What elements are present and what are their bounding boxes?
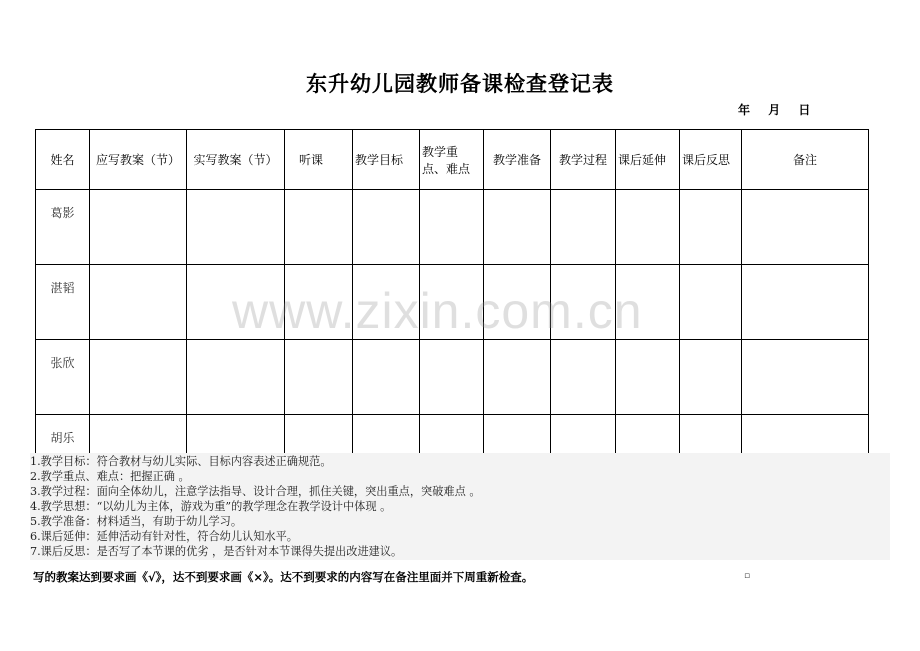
header-required-plans: 应写教案（节） bbox=[90, 130, 187, 190]
note-line: 3.教学过程：面向全体幼儿，注意学法指导、设计合理，抓住关键，突出重点，突破难点 。 bbox=[30, 485, 481, 498]
note-line: 2.教学重点、难点：把握正确 。 bbox=[30, 470, 190, 483]
cell-observation[interactable] bbox=[285, 340, 353, 415]
lesson-check-table bbox=[35, 129, 869, 490]
cell-reflection[interactable] bbox=[680, 340, 742, 415]
cell-remarks[interactable] bbox=[742, 265, 869, 340]
cell-remarks[interactable] bbox=[742, 340, 869, 415]
cell-process[interactable] bbox=[551, 190, 616, 265]
header-row bbox=[36, 130, 869, 190]
watermark: www.zixin.com.cn bbox=[232, 283, 643, 339]
month-label: 月 bbox=[768, 103, 781, 117]
teacher-name: 胡乐 bbox=[36, 415, 90, 490]
cell-remarks[interactable] bbox=[742, 190, 869, 265]
cell-key-points[interactable] bbox=[420, 190, 484, 265]
cell-required[interactable] bbox=[90, 190, 187, 265]
table-row bbox=[36, 265, 869, 340]
cell-key-points[interactable] bbox=[420, 265, 484, 340]
note-line: 1.教学目标：符合教材与幼儿实际、目标内容表述正确规范。 bbox=[30, 455, 332, 468]
header-name: 姓名 bbox=[36, 130, 90, 190]
note-line: 4.教学思想：“以幼儿为主体，游戏为重”的教学理念在教学设计中体现 。 bbox=[30, 500, 392, 513]
date-line bbox=[738, 101, 824, 118]
header-extension: 课后延伸 bbox=[616, 130, 680, 190]
year-label: 年 bbox=[738, 103, 751, 117]
cell-observation[interactable] bbox=[285, 190, 353, 265]
header-reflection: 课后反思 bbox=[680, 130, 742, 190]
cell-goals[interactable] bbox=[353, 340, 420, 415]
note-line: 6.课后延伸：延伸活动有针对性，符合幼儿认知水平。 bbox=[30, 530, 298, 543]
cell-observation[interactable] bbox=[285, 265, 353, 340]
table-row bbox=[36, 190, 869, 265]
cell-preparation[interactable] bbox=[484, 190, 551, 265]
header-remarks: 备注 bbox=[742, 130, 869, 190]
cell-key-points[interactable] bbox=[420, 340, 484, 415]
cell-preparation[interactable] bbox=[484, 340, 551, 415]
cell-process[interactable] bbox=[551, 340, 616, 415]
header-process: 教学过程 bbox=[551, 130, 616, 190]
cell-reflection[interactable] bbox=[680, 190, 742, 265]
cell-required[interactable] bbox=[90, 340, 187, 415]
header-preparation: 教学准备 bbox=[484, 130, 551, 190]
footer-instruction: 写的教案达到要求画《√》，达不到要求画《×》。达不到要求的内容写在备注里面并下周重新检查。 bbox=[33, 570, 534, 584]
cell-process[interactable] bbox=[551, 265, 616, 340]
cell-actual[interactable] bbox=[187, 265, 285, 340]
table-row bbox=[36, 340, 869, 415]
header-key-points: 教学重点、难点 bbox=[420, 130, 484, 190]
page-title: 东升幼儿园教师备课检查登记表 bbox=[306, 72, 614, 96]
header-actual-plans: 实写教案（节） bbox=[187, 130, 285, 190]
cell-extension[interactable] bbox=[616, 190, 680, 265]
cell-actual[interactable] bbox=[187, 190, 285, 265]
note-line: 5.教学准备：材料适当，有助于幼儿学习。 bbox=[30, 515, 243, 528]
cell-preparation[interactable] bbox=[484, 265, 551, 340]
document-icon: ▫ bbox=[744, 571, 751, 581]
cell-required[interactable] bbox=[90, 265, 187, 340]
teacher-name: 葛影 bbox=[36, 190, 90, 265]
cell-actual[interactable] bbox=[187, 340, 285, 415]
header-observation: 听课 bbox=[285, 130, 353, 190]
day-label: 日 bbox=[798, 103, 811, 117]
cell-goals[interactable] bbox=[353, 265, 420, 340]
cell-extension[interactable] bbox=[616, 340, 680, 415]
header-teaching-goals: 教学目标 bbox=[353, 130, 420, 190]
teacher-name: 湛韬 bbox=[36, 265, 90, 340]
criteria-notes bbox=[30, 453, 890, 560]
teacher-name: 张欣 bbox=[36, 340, 90, 415]
cell-goals[interactable] bbox=[353, 190, 420, 265]
cell-extension[interactable] bbox=[616, 265, 680, 340]
cell-reflection[interactable] bbox=[680, 265, 742, 340]
note-line: 7.课后反思：是否写了本节课的优劣 ，是否针对本节课得失提出改进建议。 bbox=[30, 545, 403, 558]
